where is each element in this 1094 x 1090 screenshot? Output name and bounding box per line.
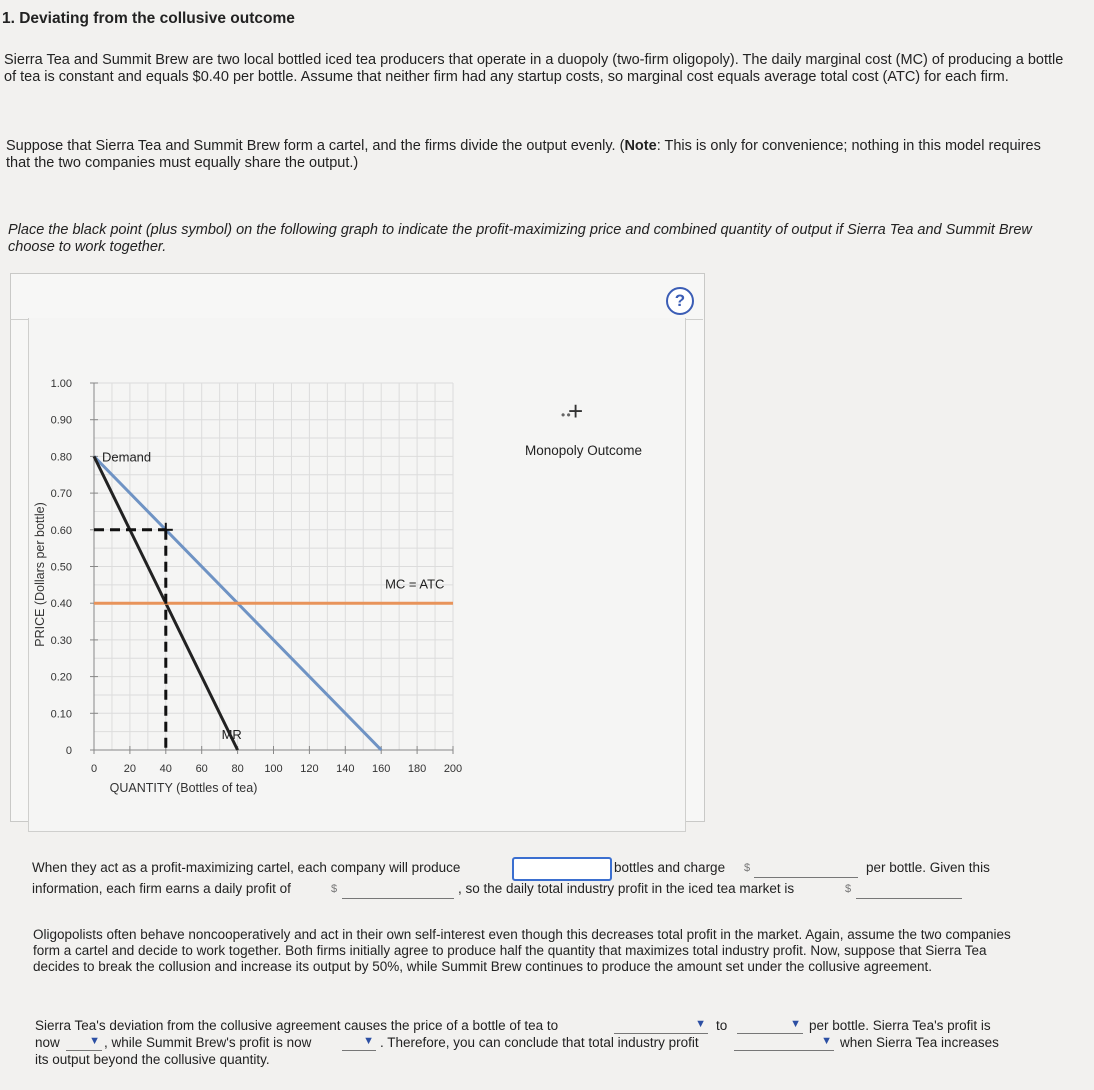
- q2-text-a: Sierra Tea's deviation from the collusive agreement causes the price of a bottle of tea to: [35, 1018, 559, 1033]
- y-tick-label: 0.50: [50, 561, 72, 574]
- q1-text-2: bottles and charge: [614, 860, 726, 875]
- noncooperative-paragraph: Oligopolists often behave noncooperatively and act in their own self-interest even though this decreases total profit in the market. Again, assume the two companies form a cartel and decide to work together. Both firms initially agree to produce half the quantity that maximizes total industry profit. Now, suppose that Sierra Tea decides to break the collusion and increase its output by 50%, while Summit Brew continues to produce the amount set under the collusive agreement.: [33, 927, 1011, 974]
- q2-text-b: per bottle. Sierra Tea's profit is: [809, 1018, 991, 1033]
- x-tick-label: 0: [90, 763, 98, 775]
- price-dollar-sign: $: [744, 862, 751, 874]
- x-tick-label: 80: [231, 763, 244, 775]
- price-from-dropdown[interactable]: [614, 1018, 708, 1034]
- q2-text-f: its output beyond the collusive quantity.: [35, 1052, 270, 1067]
- y-tick-label: 0.70: [50, 488, 72, 501]
- q2-text-d: . Therefore, you can conclude that total industry profit: [380, 1035, 699, 1050]
- q2-now: now: [35, 1035, 60, 1050]
- price-to-dropdown[interactable]: [737, 1018, 803, 1034]
- firm-profit-dollar-sign: $: [331, 883, 338, 895]
- demand-label: Demand: [102, 449, 152, 465]
- y-tick-label: 0: [65, 745, 72, 757]
- x-tick-label: 40: [159, 763, 172, 775]
- industry-profit-change-dropdown[interactable]: [734, 1035, 834, 1051]
- q1-text-5: , so the daily total industry profit in the iced tea market is: [458, 881, 795, 896]
- x-tick-label: 160: [372, 763, 391, 775]
- help-icon[interactable]: ?: [666, 287, 694, 315]
- note-label: Note: [624, 138, 657, 154]
- y-tick-label: 0.60: [50, 524, 72, 537]
- q1-text-4: information, each firm earns a daily profit of: [32, 881, 291, 896]
- monopoly-outcome-label: Monopoly Outcome: [525, 443, 643, 458]
- price-input[interactable]: [754, 862, 858, 878]
- quantity-per-firm-input[interactable]: [512, 857, 612, 881]
- x-tick-label: 180: [407, 763, 427, 775]
- summit-profit-dropdown[interactable]: [342, 1035, 376, 1051]
- chevron-down-icon: ▼: [821, 1035, 832, 1047]
- y-axis-title: PRICE (Dollars per bottle): [33, 502, 47, 647]
- axes: [90, 383, 453, 754]
- chevron-down-icon: ▼: [790, 1018, 801, 1030]
- x-tick-label: 100: [264, 763, 283, 775]
- chevron-down-icon: ▼: [89, 1035, 100, 1047]
- page-heading: 1. Deviating from the collusive outcome: [2, 10, 295, 27]
- q1-text-1: When they act as a profit-maximizing cartel, each company will produce: [32, 860, 461, 875]
- note-text: : This is only for convenience; nothing in this model requires that the two companies must equally share the output.): [6, 138, 1041, 171]
- x-tick-label: 140: [336, 763, 355, 775]
- mc-atc-label: MC = ATC: [385, 576, 445, 592]
- x-axis-title: QUANTITY (Bottles of tea): [109, 781, 258, 795]
- y-tick-label: 0.40: [50, 598, 72, 611]
- x-tick-label: 20: [123, 763, 137, 775]
- q2-text-c: , while Summit Brew's profit is now: [104, 1035, 312, 1050]
- sierra-profit-dropdown[interactable]: [66, 1035, 102, 1051]
- x-tick-label: 60: [195, 763, 208, 775]
- industry-profit-dollar-sign: $: [845, 883, 852, 895]
- monopoly-marks: [94, 523, 173, 750]
- chevron-down-icon: ▼: [363, 1035, 374, 1047]
- chevron-down-icon: ▼: [695, 1018, 706, 1030]
- industry-profit-input[interactable]: [856, 883, 962, 899]
- intro-paragraph: Sierra Tea and Summit Brew are two local bottled iced tea producers that operate in a duopoly (two-firm oligopoly). The daily marginal cost (MC) of producing a bottle of tea is constant and equals $0.40 per bottle. Assume that neither firm had any startup costs, so marginal cost equals average total cost (ATC) for each firm.: [4, 52, 1064, 85]
- y-tick-label: 1.00: [50, 378, 72, 390]
- mr-label: MR: [221, 726, 242, 742]
- q2-text-e: when Sierra Tea increases: [840, 1035, 999, 1050]
- x-tick-label: 200: [443, 763, 463, 775]
- q2-to: to: [716, 1018, 728, 1033]
- legend-dots: • •: [561, 408, 570, 422]
- y-tick-label: 0.30: [50, 634, 72, 647]
- graph-instruction: Place the black point (plus symbol) on the following graph to indicate the profit-maximizing price and combined quantity of output if Sierra Tea and Summit Brew choose to work together.: [8, 222, 1032, 255]
- q1-text-3: per bottle. Given this: [866, 860, 990, 875]
- price-quantity-graph[interactable]: [0, 0, 700, 830]
- y-tick-label: 0.20: [50, 671, 72, 684]
- monopoly-outcome-plus-icon[interactable]: +: [568, 396, 584, 426]
- y-tick-label: 0.10: [50, 708, 72, 721]
- cartel-text: Suppose that Sierra Tea and Summit Brew form a cartel, and the firms divide the output evenly. (: [6, 138, 625, 154]
- x-tick-label: 120: [300, 763, 319, 775]
- y-tick-label: 0.90: [50, 414, 72, 427]
- y-tick-label: 0.80: [50, 451, 72, 464]
- firm-profit-input[interactable]: [342, 883, 454, 899]
